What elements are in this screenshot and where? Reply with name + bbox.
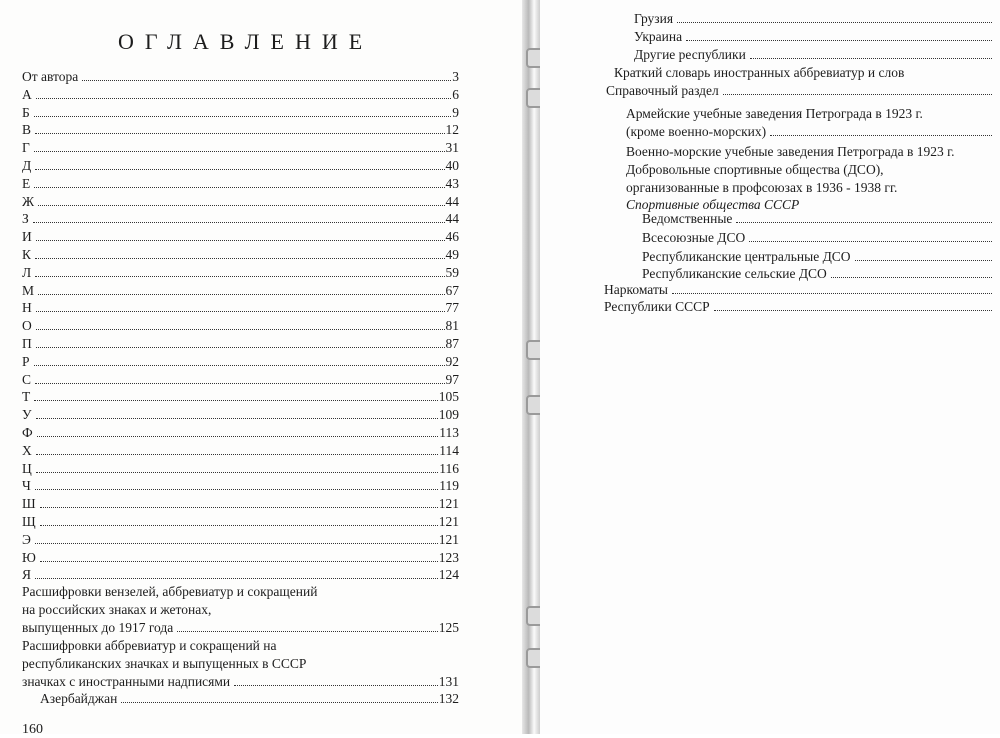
dot-leader — [35, 121, 444, 134]
toc-entry-page: 121 — [438, 514, 459, 529]
dot-leader — [736, 210, 992, 223]
toc-entry-label: (кроме военно-морских) — [626, 124, 767, 139]
toc-entry-label: Э — [22, 531, 31, 547]
toc-entry-page: 124 — [438, 567, 459, 583]
toc-entry-label: Наркоматы — [604, 282, 668, 297]
dot-leader — [40, 549, 438, 562]
toc-entry-page: 3 — [452, 69, 459, 84]
toc-entry-label: К — [22, 247, 32, 262]
dot-leader — [35, 371, 444, 384]
toc-entry-label: Р — [22, 353, 30, 369]
toc-entry-label: Республиканские центральные ДСО — [642, 249, 851, 264]
toc-entry-page: 113 — [439, 425, 459, 440]
toc-entry-page: 49 — [445, 247, 459, 262]
toc-entry-label: М — [22, 282, 35, 298]
toc-entry — [22, 566, 459, 584]
toc-entry — [22, 388, 459, 406]
toc-entry-label: Военно-морские учебные заведения Петрограда в 1923 г. — [626, 144, 955, 159]
dot-leader — [750, 46, 992, 59]
toc-entry-label: Х — [22, 442, 32, 458]
toc-entry-label: Ведомственные — [642, 211, 733, 226]
toc-entry-label: Краткий словарь иностранных аббревиатур и слов — [614, 65, 905, 80]
toc-entry-page: 121 — [438, 496, 459, 512]
toc-entry-label: Украина — [634, 29, 683, 44]
block1-page: 125 — [438, 620, 459, 635]
page-number: 160 — [22, 722, 43, 737]
block1-line2: на российских знаках и жетонах, — [22, 602, 212, 617]
toc-entry-label: Ж — [22, 193, 35, 209]
toc-entry — [22, 424, 459, 442]
dot-leader — [36, 406, 438, 419]
dot-leader — [40, 513, 438, 526]
toc-entry — [626, 143, 992, 161]
toc-title: ОГЛАВЛЕНИЕ — [118, 29, 374, 54]
toc-entry-page: 6 — [452, 86, 459, 102]
toc-entry-label: От автора — [22, 69, 79, 84]
toc-entry-page: 123 — [438, 549, 459, 565]
toc-entry-label: О — [22, 318, 32, 334]
dot-leader — [35, 246, 444, 259]
toc-entry — [22, 193, 459, 211]
toc-entry — [642, 210, 992, 228]
dot-leader — [33, 210, 445, 223]
block1-line1: Расшифровки вензелей, аббревиатур и сокращений — [22, 584, 318, 599]
toc-entry-page: 46 — [445, 229, 459, 245]
toc-entry — [22, 335, 459, 353]
toc-entry-page: 31 — [445, 140, 459, 156]
toc-entry-label: Спортивные общества СССР — [626, 197, 800, 212]
toc-entry — [22, 317, 459, 335]
toc-entry-page: 119 — [439, 478, 459, 494]
toc-entry — [634, 28, 992, 46]
toc-entry — [22, 68, 459, 86]
toc-entry-label: Добровольные спортивные общества (ДСО), — [626, 162, 884, 177]
dot-leader — [35, 566, 438, 579]
dot-leader — [714, 298, 992, 311]
toc-entry-label: Ч — [22, 478, 31, 494]
toc-entry — [22, 442, 459, 460]
dot-leader — [34, 104, 451, 117]
toc-entry — [22, 460, 459, 478]
dot-leader — [37, 424, 439, 437]
dot-leader — [35, 264, 444, 277]
toc-entry — [22, 531, 459, 549]
dot-leader — [121, 690, 437, 703]
dot-leader — [723, 82, 992, 95]
right-page — [540, 0, 1000, 734]
toc-entry-label: Л — [22, 264, 32, 280]
toc-entry — [22, 406, 459, 424]
block2-line3: значках с иностранными надписями — [22, 674, 231, 689]
toc-entry-page: 81 — [445, 318, 459, 334]
azerbaijan-label: Азербайджан — [40, 691, 118, 706]
toc-entry-label: Республики СССР — [604, 299, 710, 314]
toc-entry-label: Грузия — [634, 11, 674, 26]
dot-leader — [34, 139, 445, 152]
toc-entry-page: 105 — [438, 389, 459, 405]
toc-entry — [642, 229, 992, 247]
toc-entry — [22, 86, 459, 104]
toc-entry-page: 97 — [445, 371, 459, 387]
toc-entry-label: П — [22, 336, 32, 351]
dot-leader — [749, 229, 992, 242]
toc-entry-label: Д — [22, 158, 32, 173]
toc-entry-page: 121 — [438, 531, 459, 547]
toc-entry — [22, 299, 459, 317]
toc-entry-label: И — [22, 229, 32, 245]
toc-entry — [634, 46, 992, 64]
block1-line3: выпущенных до 1917 года — [22, 620, 174, 635]
dot-leader — [35, 157, 444, 170]
toc-entry-page: 67 — [445, 282, 459, 298]
toc-entry — [22, 175, 459, 193]
toc-entry-label: Республиканские сельские ДСО — [642, 266, 827, 281]
toc-entry-block2 — [22, 673, 459, 691]
toc-entry-label: Ц — [22, 460, 32, 476]
toc-entry-label: Щ — [22, 514, 36, 529]
toc-entry-page: 87 — [445, 336, 459, 351]
toc-entry — [22, 549, 459, 567]
toc-entry-page: 40 — [445, 158, 459, 173]
toc-entry-page: 116 — [439, 460, 459, 476]
toc-entry — [626, 123, 992, 141]
toc-entry — [22, 353, 459, 371]
dot-leader — [672, 281, 992, 294]
toc-entry — [22, 139, 459, 157]
toc-entry — [22, 282, 459, 300]
toc-entry-page: 59 — [445, 264, 459, 280]
dot-leader — [38, 193, 444, 206]
toc-entry-label: Ф — [22, 425, 33, 440]
dot-leader — [38, 282, 444, 295]
dot-leader — [36, 335, 445, 348]
toc-entry — [22, 210, 459, 228]
toc-entry-page: 44 — [445, 193, 459, 209]
toc-entry — [22, 228, 459, 246]
toc-entry-label: З — [22, 211, 29, 227]
toc-entry — [22, 495, 459, 513]
toc-entry-label: Ш — [22, 496, 36, 512]
dot-leader — [234, 673, 438, 686]
toc-entry-label: Т — [22, 389, 31, 405]
toc-entry — [22, 477, 459, 495]
toc-entry-label: Б — [22, 104, 30, 120]
dot-leader — [855, 248, 992, 261]
toc-entry — [604, 281, 992, 299]
dot-leader — [36, 228, 445, 241]
dot-leader — [82, 68, 451, 81]
toc-entry — [634, 10, 992, 28]
dot-leader — [34, 175, 444, 188]
dot-leader — [677, 10, 992, 23]
toc-entry — [22, 371, 459, 389]
toc-entry-page: 109 — [438, 407, 459, 423]
toc-entry-label: Всесоюзные ДСО — [642, 230, 746, 245]
dot-leader — [40, 495, 438, 508]
dot-leader — [34, 353, 445, 366]
toc-entry-page: 43 — [445, 175, 459, 191]
dot-leader — [770, 123, 992, 136]
toc-entry-page: 12 — [445, 122, 459, 138]
toc-entry-label: Е — [22, 175, 31, 191]
dot-leader — [36, 299, 445, 312]
toc-entry — [606, 82, 992, 100]
toc-entry-label: Справочный раздел — [606, 83, 719, 98]
toc-entry — [22, 246, 459, 264]
block2-line1: Расшифровки аббревиатур и сокращений на — [22, 638, 277, 653]
toc-entry — [22, 264, 459, 282]
azerbaijan-page: 132 — [438, 691, 459, 706]
toc-entry-page: 92 — [445, 353, 459, 369]
dot-leader — [36, 460, 439, 473]
toc-entry — [22, 513, 459, 531]
block2-line2: республиканских значках и выпущенных в СССР — [22, 656, 307, 671]
toc-entry — [626, 105, 992, 123]
toc-entry-label: Другие республики — [634, 47, 746, 62]
toc-entry-label: Я — [22, 567, 32, 583]
dot-leader — [177, 619, 438, 632]
toc-entry-page: 77 — [445, 300, 459, 316]
toc-entry-page: 44 — [445, 211, 459, 227]
toc-entry — [626, 161, 992, 179]
toc-entry — [614, 64, 992, 82]
toc-entry-label: Н — [22, 300, 32, 316]
toc-entry-label: Г — [22, 140, 30, 156]
dot-leader — [36, 86, 452, 99]
toc-entry — [642, 248, 992, 266]
toc-entry-label: У — [22, 407, 32, 423]
dot-leader — [831, 265, 992, 278]
toc-entry-page: 114 — [439, 442, 459, 458]
toc-entry — [22, 104, 459, 122]
toc-entry-label: организованные в профсоюзах в 1936 - 1938 гг. — [626, 180, 898, 195]
block2-page: 131 — [438, 674, 459, 689]
dot-leader — [36, 317, 445, 330]
toc-entry-page: 9 — [452, 104, 459, 120]
toc-entry — [22, 121, 459, 139]
toc-entry-label: А — [22, 86, 32, 102]
dot-leader — [34, 388, 438, 401]
dot-leader — [35, 531, 438, 544]
toc-entry-label: С — [22, 371, 32, 387]
toc-entry-label: В — [22, 122, 32, 138]
toc-entry — [626, 179, 992, 197]
dot-leader — [36, 442, 439, 455]
toc-entry — [604, 298, 992, 316]
toc-entry-block1 — [22, 619, 459, 637]
dot-leader — [35, 477, 438, 490]
toc-entry — [22, 157, 459, 175]
toc-entry-label: Армейские учебные заведения Петрограда в 1923 г. — [626, 106, 923, 121]
dot-leader — [686, 28, 992, 41]
toc-entry-label: Ю — [22, 549, 36, 565]
toc-entry-azerbaijan — [40, 690, 459, 708]
